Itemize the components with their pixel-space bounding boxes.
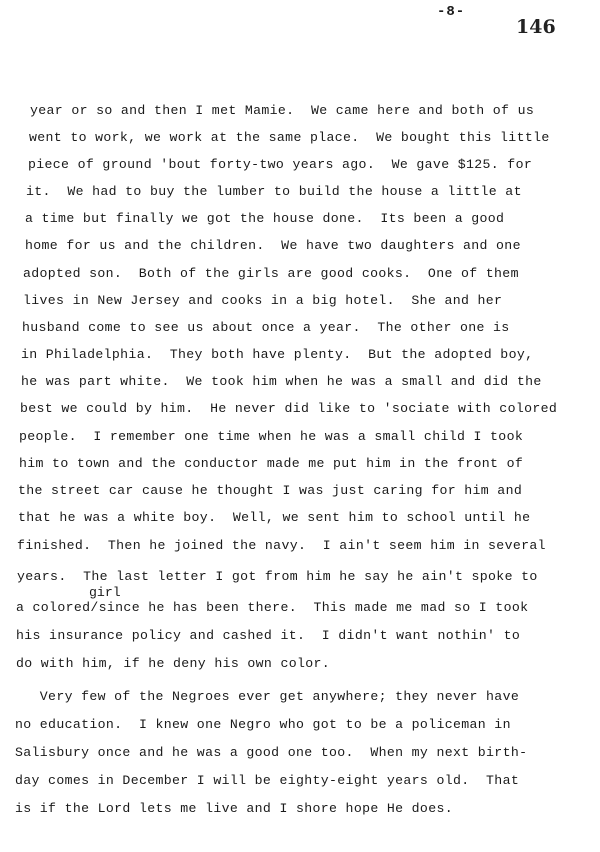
text-line: piece of ground 'bout forty-two years ago. We gave $125. for (28, 157, 533, 172)
text-line: a colored/since he has been there. This made me mad so I took (16, 600, 529, 615)
folio-number: 146 (516, 16, 556, 38)
text-line: adopted son. Both of the girls are good cooks. One of them (23, 266, 519, 281)
text-line: no education. I knew one Negro who got to be a policeman in (15, 717, 511, 732)
text-line: that he was a white boy. Well, we sent him to school until he (18, 510, 531, 525)
text-line: in Philadelphia. They both have plenty. But the adopted boy, (21, 347, 534, 362)
text-line: years. The last letter I got from him he say he ain't spoke to (17, 569, 538, 584)
text-line: went to work, we work at the same place. We bought this little (29, 130, 550, 145)
text-line: he was part white. We took him when he was a small and did the (21, 374, 542, 389)
text-line: his insurance policy and cashed it. I didn't want nothin' to (16, 628, 521, 643)
text-line: day comes in December I will be eighty-eight years old. That (15, 773, 520, 788)
text-line: Salisbury once and he was a good one too. When my next birth- (15, 745, 528, 760)
text-line: home for us and the children. We have two daughters and one (25, 238, 521, 253)
text-line: Very few of the Negroes ever get anywhere; they never have (15, 689, 520, 704)
page-number: -8- (437, 4, 466, 20)
text-line: finished. Then he joined the navy. I ain't seem him in several (17, 538, 546, 553)
text-line: year or so and then I met Mamie. We came here and both of us (30, 103, 535, 118)
text-line: a time but finally we got the house done. Its been a good (25, 211, 505, 226)
text-line: is if the Lord lets me live and I shore hope He does. (15, 801, 453, 816)
text-line: people. I remember one time when he was a small child I took (19, 429, 524, 444)
text-line: it. We had to buy the lumber to build the house a little at (26, 184, 522, 199)
text-line: best we could by him. He never did like to 'sociate with colored (20, 401, 558, 416)
text-line: do with him, if he deny his own color. (16, 656, 331, 671)
text-line: husband come to see us about once a year. The other one is (22, 320, 510, 335)
interlinear-insert: girl (89, 585, 121, 600)
text-line: him to town and the conductor made me put him in the front of (19, 456, 524, 471)
text-line: the street car cause he thought I was just caring for him and (18, 483, 523, 498)
text-line: lives in New Jersey and cooks in a big hotel. She and her (23, 293, 503, 308)
